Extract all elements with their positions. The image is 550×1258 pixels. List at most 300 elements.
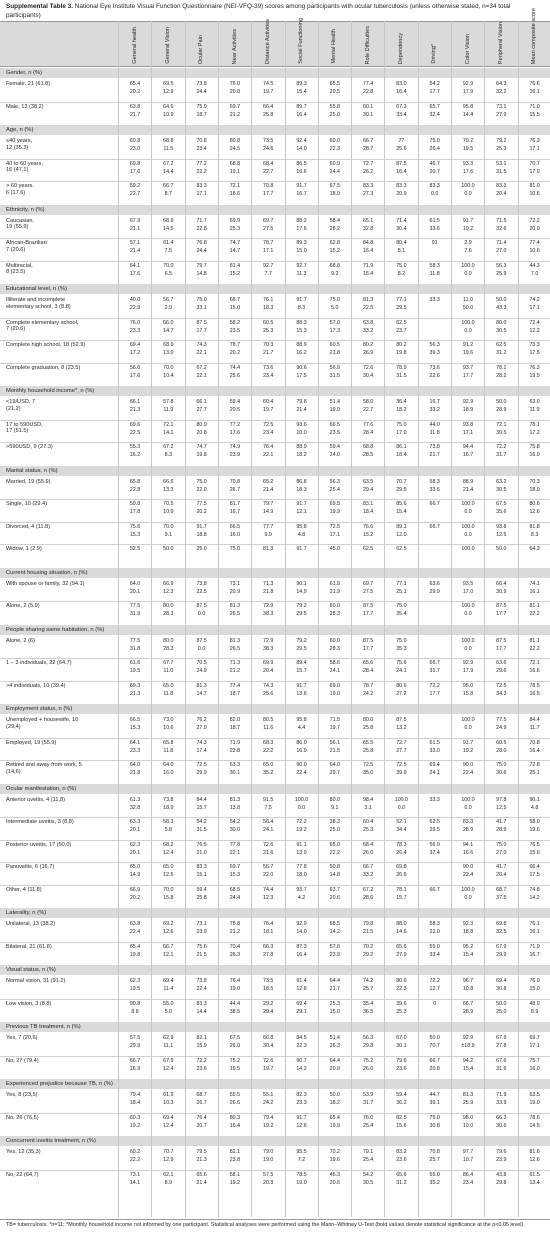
cell-mean: 72.2 (529, 217, 540, 224)
cell-sd: 17.7 (496, 645, 507, 652)
cell-mean: 72.5 (329, 523, 340, 530)
cell-mean: 83.3 (496, 183, 507, 189)
row-label (6, 1001, 118, 1008)
cell-mean: 64.0 (163, 762, 174, 768)
cell-sd: 30.6 (496, 770, 507, 776)
cell-sd: 11.8 (163, 690, 174, 697)
cell-sd: 16.9 (129, 1065, 141, 1072)
cell-sd: 43.3 (496, 305, 507, 311)
cell-mean: 62.3 (129, 841, 141, 848)
cell-mean: 71.3 (229, 660, 241, 666)
cell-sd: 14.9 (296, 588, 307, 595)
cell-sd: 25.3 (229, 225, 241, 232)
cell-mean: 57.6 (329, 943, 340, 950)
row-label-line: 17 (51.5) (6, 428, 29, 435)
cell-sd: 19.2 (229, 1179, 241, 1186)
cell-sd: 28.3 (329, 645, 340, 652)
cell-sd: 23.6 (196, 1065, 207, 1072)
cell-sd: 27.7 (196, 407, 207, 413)
cell-mean: 62.5 (496, 342, 507, 348)
cell-sd: 14.5 (529, 1122, 540, 1129)
cell-sd: 23.6 (396, 1065, 407, 1072)
cell-sd: 12.9 (163, 1157, 174, 1163)
column-header-label: Near Activities (231, 28, 238, 64)
cell-sd: 32.8 (129, 804, 141, 811)
cell-mean: 58.3 (429, 262, 440, 269)
cell-sd: 24.1 (329, 668, 340, 674)
cell-mean: 86.4 (462, 1171, 474, 1178)
cell-mean: 88.3 (296, 319, 307, 326)
cell-mean: 63.6 (429, 580, 440, 587)
cell-mean: 72.5 (496, 682, 507, 689)
cell-sd: 19.0 (529, 1100, 540, 1106)
cell-mean: 77.8 (296, 864, 307, 870)
cell-mean: 73.6 (263, 364, 274, 371)
cell-mean: 25.0 (196, 546, 207, 552)
cell-mean: 69.8 (129, 160, 141, 167)
cell-sd: 33.2 (362, 872, 374, 878)
cell-sd: 0.0 (464, 804, 472, 811)
cell-mean: 73.8 (196, 580, 207, 587)
cell-sd: 22.8 (129, 486, 141, 493)
cell-mean: 82.0 (229, 717, 241, 723)
cell-mean: 59.2 (129, 183, 141, 189)
cell-mean: 78.1 (496, 364, 507, 371)
row-label (6, 638, 118, 645)
cell-mean: 80.3 (229, 1114, 241, 1121)
cell-mean: 84.4 (196, 796, 207, 803)
cell-sd: 19.9 (329, 1122, 340, 1129)
cell-mean: 92.3 (462, 921, 474, 927)
row-label (6, 365, 118, 372)
section-heading: Employment status, n (%) (0, 704, 550, 714)
cell-mean: 78.7 (229, 342, 241, 348)
cell-mean: 70.8 (263, 183, 274, 189)
row-label-line: 40 to 60 years, (6, 160, 44, 167)
cell-sd: 16.5 (529, 690, 540, 697)
cell-sd: 7.5 (164, 248, 172, 254)
cell-mean: 69.4 (496, 978, 507, 984)
cell-sd: 23.0 (129, 146, 141, 152)
cell-sd: 0.0 (464, 509, 472, 515)
cell-sd: 15.4 (462, 951, 474, 958)
cell-mean: 56.3 (362, 1035, 374, 1041)
cell-sd: 11.1 (163, 1043, 174, 1049)
cell-mean: 72.1 (529, 660, 540, 666)
section-heading: Educational level, n (%) (0, 284, 550, 294)
cell-sd: 32.4 (429, 111, 440, 118)
cell-sd: 18.8 (462, 929, 474, 935)
cell-mean: 77.1 (396, 580, 407, 587)
cell-sd: 22.3 (396, 986, 407, 992)
cell-mean: 33.3 (429, 297, 440, 303)
cell-sd: 38.3 (263, 611, 274, 617)
row-label (6, 1115, 118, 1122)
cell-sd: 8.3 (297, 305, 306, 311)
cell-sd: 4.8 (530, 804, 539, 811)
cell-sd: 25.8 (263, 111, 274, 118)
cell-sd: 26.4 (429, 146, 440, 152)
table-row (0, 397, 550, 420)
row-label (6, 581, 118, 588)
table-row (0, 181, 550, 204)
cell-mean: 79.8 (362, 921, 374, 927)
cell-sd: 10.4 (163, 372, 174, 379)
cell-sd: 16.6 (462, 849, 474, 856)
cell-sd: 27.8 (263, 951, 274, 958)
cell-mean: 64.0 (129, 762, 141, 768)
row-label-line: Yes, 7 (20,6) (6, 1035, 38, 1041)
cell-sd: 2.9 (164, 305, 172, 311)
cell-sd: 50.0 (462, 305, 474, 311)
cell-mean: 66.6 (163, 478, 174, 485)
cell-sd: 16.4 (396, 89, 407, 95)
cell-sd: 25.6 (263, 690, 274, 697)
cell-mean: 89.7 (296, 103, 307, 110)
table-row (0, 159, 550, 182)
cell-mean: 67.2 (163, 444, 174, 450)
cell-sd: 26.3 (229, 951, 241, 958)
cell-sd: 22.1 (196, 350, 207, 356)
cell-mean: 91.4 (296, 978, 307, 984)
cell-mean: 92.9 (462, 660, 474, 666)
cell-sd: 11.8 (163, 747, 174, 754)
cell-sd: 14.7 (229, 248, 241, 254)
cell-sd: 39.3 (429, 350, 440, 356)
cell-sd: 13.9 (296, 849, 307, 856)
cell-sd: 30.1 (396, 1043, 407, 1049)
cell-mean: 91.7 (462, 217, 474, 224)
cell-mean: 56.1 (329, 739, 340, 746)
cell-sd: 30.9 (496, 588, 507, 595)
cell-mean: 71.5 (496, 217, 507, 224)
cell-mean: 78.9 (396, 364, 407, 371)
row-label (6, 842, 118, 849)
cell-sd: 28.3 (163, 645, 174, 652)
cell-sd: 16.4 (296, 951, 307, 958)
cell-mean: 91.1 (296, 841, 307, 848)
cell-mean: 80.4 (396, 240, 407, 246)
cell-sd: 14.8 (329, 872, 340, 878)
cell-sd: 28.9 (462, 1008, 474, 1015)
cell-mean: 76.4 (263, 444, 274, 450)
cell-sd: 22.7 (362, 407, 374, 413)
cell-sd: 8.7 (164, 191, 172, 197)
cell-mean: 75.0 (496, 841, 507, 848)
column-header (318, 24, 351, 64)
table-row (0, 636, 550, 659)
cell-mean: 78.3 (396, 841, 407, 848)
row-label-line: <19/USD, 7 (6, 399, 36, 405)
cell-mean: 73.0 (163, 717, 174, 723)
cell-mean: 74.7 (229, 240, 241, 246)
cell-mean: 66.7 (429, 886, 440, 893)
cell-sd: 25.3 (263, 327, 274, 334)
cell-mean: 44.3 (529, 262, 540, 269)
cell-sd: 18.9 (462, 407, 474, 413)
cell-sd: 21.7 (263, 350, 274, 356)
cell-sd: 27.8 (496, 1043, 507, 1049)
cell-sd: 16.4 (362, 270, 374, 277)
cell-mean: 66.7 (229, 297, 241, 303)
row-label (6, 1058, 118, 1065)
cell-mean: 91 (431, 240, 438, 246)
cell-mean: 68.3 (263, 739, 274, 746)
cell-sd: 24.1 (396, 668, 407, 674)
cell-mean: 65.5 (329, 81, 340, 87)
column-header-label: Dependency (398, 32, 405, 64)
cell-mean: 95.8 (462, 103, 474, 110)
row-label-line: (14,6) (6, 768, 21, 775)
column-divider (484, 21, 485, 1217)
cell-mean: 67.7 (163, 660, 174, 666)
cell-mean: 83.3 (462, 819, 474, 825)
cell-mean: 100.0 (461, 637, 475, 644)
cell-sd: 21.0 (196, 849, 207, 856)
cell-mean: 52.1 (396, 819, 407, 825)
cell-mean: 76.4 (263, 921, 274, 927)
cell-sd: 30.6 (496, 1122, 507, 1129)
cell-mean: 39.6 (396, 1000, 407, 1007)
cell-sd: 34.4 (396, 827, 407, 833)
cell-mean: 100.0 (294, 796, 309, 803)
cell-mean: 77.4 (362, 81, 374, 87)
cell-mean: 59.4 (229, 399, 241, 405)
cell-mean: 74.2 (362, 978, 374, 984)
row-label-line: Low vision, 3 (8.8) (6, 1000, 52, 1007)
row-label (6, 717, 118, 730)
row-label-line: African-Brazilian (6, 240, 47, 246)
cell-sd: 31.7 (362, 1100, 374, 1106)
cell-mean: 75.0 (396, 262, 407, 269)
cell-mean: 89.4 (296, 660, 307, 666)
cell-mean: 70.3 (529, 478, 540, 485)
cell-mean: 91.7 (296, 682, 307, 689)
column-divider (285, 21, 286, 1217)
cell-sd: 19.0 (296, 1179, 307, 1186)
cell-mean: 70.7 (396, 478, 407, 485)
cell-sd: 14.5 (163, 225, 174, 232)
column-header-label: General Vision (164, 27, 171, 64)
cell-mean: 60.9 (329, 160, 340, 167)
cell-sd: 16.7 (296, 191, 307, 197)
cell-sd: 21.4 (296, 407, 307, 413)
cell-mean: 86.5 (296, 160, 307, 167)
cell-sd: 28.4 (362, 429, 374, 436)
cell-mean: 93.6 (296, 421, 307, 428)
cell-mean: 92.9 (462, 1035, 474, 1041)
cell-sd: 29.5 (296, 645, 307, 652)
cell-mean: 76.0 (362, 1114, 374, 1121)
cell-mean: 70.5 (163, 501, 174, 507)
cell-sd: 30.5 (496, 327, 507, 334)
cell-sd: 23.3 (129, 327, 141, 334)
row-label-line: Employed, 19 (55.9) (6, 739, 57, 746)
cell-mean: 62.5 (396, 319, 407, 326)
cell-mean: 77.5 (496, 717, 507, 723)
cell-mean: 70.4 (229, 943, 241, 950)
cell-mean: 70.0 (163, 886, 174, 893)
table-row (0, 840, 550, 863)
cell-mean: 36.4 (396, 399, 407, 405)
cell-sd: 18.9 (163, 804, 174, 811)
cell-sd: 17.1 (329, 531, 340, 538)
cell-sd: 30.1 (229, 770, 241, 776)
cell-mean: 58.0 (362, 399, 374, 405)
cell-mean: 69.5 (163, 81, 174, 87)
cell-mean: 69.6 (129, 421, 141, 428)
cell-mean: 60.2 (129, 1149, 141, 1155)
cell-sd: 16.2 (129, 452, 141, 458)
cell-mean: 72.1 (496, 421, 507, 428)
cell-mean: 72.8 (529, 762, 540, 768)
cell-mean: 82.3 (296, 1092, 307, 1098)
cell-mean: 66.0 (163, 319, 174, 326)
cell-mean: 90.7 (296, 1057, 307, 1064)
cell-sd: 33.1 (196, 305, 207, 311)
row-label (6, 479, 118, 486)
column-header (384, 24, 417, 64)
cell-mean: 55.5 (229, 1092, 241, 1098)
cell-sd: 21.7 (429, 452, 440, 458)
cell-sd: 8.8 (131, 1008, 139, 1015)
cell-mean: 87.5 (362, 637, 374, 644)
column-divider (251, 21, 252, 1217)
row-label (6, 444, 118, 451)
cell-sd: 33.0 (429, 747, 440, 754)
cell-mean: 87.5 (396, 717, 407, 723)
cell-mean: 84.5 (296, 1035, 307, 1041)
cell-sd: 23.4 (196, 146, 207, 152)
cell-mean: 16.7 (429, 399, 440, 405)
cell-sd: 14.9 (263, 509, 274, 515)
cell-mean: 70.0 (163, 262, 174, 269)
cell-mean: 67.9 (496, 1035, 507, 1041)
cell-mean: 81.6 (529, 1149, 540, 1155)
section-heading: Laterality, n (%) (0, 908, 550, 918)
cell-sd: 29.7 (329, 770, 340, 776)
cell-mean: 91.7 (296, 297, 307, 303)
cell-sd: 20.6 (329, 1179, 340, 1186)
cell-mean: 82.5 (396, 1114, 407, 1121)
row-label (6, 660, 118, 667)
table-row (0, 136, 550, 159)
cell-sd: 16.9 (529, 452, 540, 458)
cell-sd: 22.2 (196, 168, 207, 175)
cell-mean: 92.9 (296, 921, 307, 927)
table-row (0, 715, 550, 738)
row-label (6, 797, 118, 804)
cell-mean: 2.9 (464, 240, 472, 246)
cell-sd: 15.6 (396, 1122, 407, 1129)
cell-mean: 75.9 (196, 103, 207, 110)
cell-mean: 93.8 (462, 421, 474, 428)
cell-sd: 30.4 (263, 1043, 274, 1049)
cell-sd: 10.9 (163, 509, 174, 515)
cell-mean: 75.0 (396, 637, 407, 644)
cell-sd: 22.2 (529, 611, 540, 617)
cell-mean: 74.9 (229, 444, 241, 450)
cell-sd: 18.9 (529, 486, 540, 493)
cell-sd: 19.0 (263, 1157, 274, 1163)
caption-text: National Eye Institute Visual Function Questionnaire (NEI-VFQ-39) scores among participants with ocular tuberculosis (unless otherwise stated, n=34 total participants) (6, 3, 511, 19)
row-label-line: Panuveitis, 6 (16.7) (6, 864, 55, 870)
cell-sd: 22.7 (129, 191, 141, 197)
cell-mean: 60.4 (362, 819, 374, 825)
cell-mean: 33.3 (429, 796, 440, 803)
cell-sd: 18.4 (362, 509, 374, 515)
cell-sd: 25.6 (396, 146, 407, 152)
cell-sd: 12.3 (263, 894, 274, 901)
cell-mean: 59.4 (329, 444, 340, 450)
cell-mean: 66.7 (163, 943, 174, 950)
cell-sd: 29.8 (362, 1043, 374, 1049)
cell-sd: 29.5 (396, 305, 407, 311)
cell-mean: 74.4 (229, 364, 241, 371)
cell-mean: 79.4 (263, 1114, 274, 1121)
cell-mean: 73.3 (529, 342, 540, 348)
cell-mean: 58.1 (229, 1171, 241, 1178)
cell-mean: 69.2 (163, 921, 174, 927)
cell-mean: 50.0 (163, 546, 174, 552)
row-label (6, 1092, 118, 1099)
cell-sd: 21.5 (362, 929, 374, 935)
cell-mean: 67.0 (396, 1035, 407, 1041)
cell-sd: 17.1 (462, 429, 474, 436)
table-row (0, 976, 550, 999)
table-row (0, 760, 550, 783)
cell-sd: 22.2 (263, 747, 274, 754)
table-row (0, 522, 550, 545)
cell-sd: 15.7 (396, 894, 407, 901)
cell-mean: 80.0 (163, 637, 174, 644)
cell-sd: 29.5 (396, 486, 407, 493)
cell-mean: 81.3 (229, 796, 241, 803)
row-label-line: Yes, 12 (35,3) (6, 1149, 41, 1155)
cell-sd: 18.1 (263, 929, 274, 935)
cell-sd: 70.7 (429, 1043, 440, 1049)
cell-sd: 39.1 (429, 1100, 440, 1106)
cell-mean: 75.8 (529, 444, 540, 450)
cell-mean: 29.2 (263, 1000, 274, 1007)
table-row (0, 885, 550, 908)
cell-sd: 19.0 (329, 690, 340, 697)
cell-sd: 20.8 (229, 89, 241, 95)
cell-sd: 21.4 (263, 486, 274, 493)
cell-sd: 25.4 (329, 486, 340, 493)
cell-mean: 35.4 (362, 1000, 374, 1007)
row-label-line: Yes, 8 (23,5) (6, 1092, 38, 1098)
cell-sd: 15.4 (462, 1065, 474, 1072)
cell-sd: 20.1 (129, 827, 141, 833)
cell-mean: 65.0 (129, 864, 141, 870)
cell-mean: 81.7 (229, 501, 241, 507)
cell-mean: 71.7 (196, 217, 207, 224)
cell-mean: 58.3 (429, 921, 440, 927)
cell-sd: 18.9 (329, 191, 340, 197)
cell-mean: 63.8 (129, 921, 141, 927)
cell-sd: 19.9 (329, 407, 340, 413)
cell-sd: 37.5 (496, 894, 507, 901)
cell-sd: 17.3 (329, 327, 340, 334)
cell-sd: 26.0 (229, 1043, 241, 1049)
cell-mean: 81.1 (529, 637, 540, 644)
cell-sd: 20.9 (329, 1065, 340, 1072)
cell-mean: 68.8 (229, 160, 241, 167)
cell-mean: 75.0 (329, 297, 340, 303)
cell-sd: 13.0 (163, 350, 174, 356)
row-label-line: elementary school, 3 (8.8) (6, 303, 71, 310)
